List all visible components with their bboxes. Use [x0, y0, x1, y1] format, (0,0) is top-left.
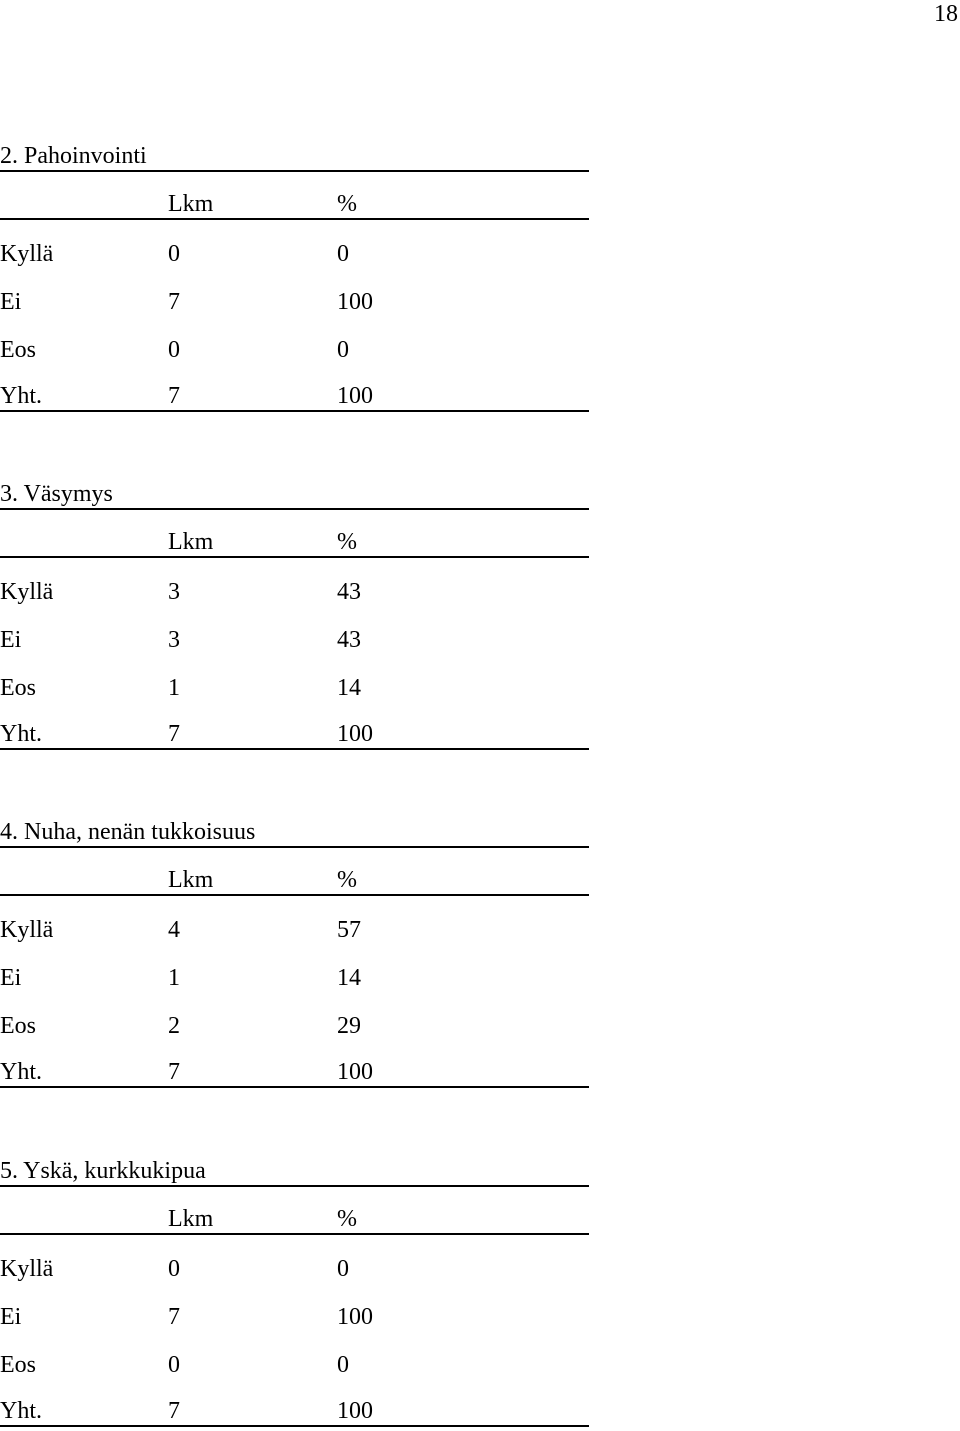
section-title: 5. Yskä, kurkkukipua — [0, 1158, 206, 1184]
row-count: 0 — [168, 337, 180, 363]
table-row — [0, 1283, 589, 1331]
row-percent: 43 — [337, 579, 361, 605]
table-row — [0, 558, 589, 606]
table-nuha — [0, 800, 589, 1088]
table-row — [0, 896, 589, 944]
total-percent: 100 — [337, 1398, 373, 1424]
total-count: 7 — [168, 721, 180, 747]
section-title-row — [0, 1139, 589, 1187]
table-row — [0, 606, 589, 654]
section-title: 2. Pahoinvointi — [0, 143, 147, 169]
total-label: Yht. — [0, 1059, 42, 1085]
row-percent: 29 — [337, 1013, 361, 1039]
total-percent: 100 — [337, 1059, 373, 1085]
row-label: Eos — [0, 1352, 36, 1378]
total-percent: 100 — [337, 721, 373, 747]
row-label: Kyllä — [0, 917, 54, 943]
row-percent: 0 — [337, 1352, 349, 1378]
table-vasymys — [0, 462, 589, 750]
total-percent: 100 — [337, 383, 373, 409]
column-header-count: Lkm — [168, 529, 214, 555]
column-header-percent: % — [337, 191, 357, 217]
section-title: 4. Nuha, nenän tukkoisuus — [0, 819, 256, 845]
row-label: Eos — [0, 1013, 36, 1039]
table-total-row — [0, 702, 589, 750]
column-header-percent: % — [337, 1206, 357, 1232]
row-count: 3 — [168, 627, 180, 653]
total-label: Yht. — [0, 383, 42, 409]
page-number: 18 — [934, 1, 958, 27]
row-count: 1 — [168, 675, 180, 701]
table-header-row — [0, 848, 589, 896]
total-count: 7 — [168, 1398, 180, 1424]
row-count: 2 — [168, 1013, 180, 1039]
row-count: 4 — [168, 917, 180, 943]
row-label: Ei — [0, 1304, 22, 1330]
row-percent: 0 — [337, 1256, 349, 1282]
table-row — [0, 316, 589, 364]
row-label: Ei — [0, 965, 22, 991]
row-label: Eos — [0, 675, 36, 701]
table-yska — [0, 1139, 589, 1427]
section-title: 3. Väsymys — [0, 481, 113, 507]
table-row — [0, 944, 589, 992]
table-row — [0, 1235, 589, 1283]
row-count: 0 — [168, 241, 180, 267]
section-title-row — [0, 124, 589, 172]
table-total-row — [0, 1379, 589, 1427]
column-header-percent: % — [337, 529, 357, 555]
row-label: Kyllä — [0, 241, 54, 267]
row-percent: 57 — [337, 917, 361, 943]
row-label: Eos — [0, 337, 36, 363]
row-percent: 14 — [337, 675, 361, 701]
table-header-row — [0, 510, 589, 558]
total-label: Yht. — [0, 721, 42, 747]
column-header-percent: % — [337, 867, 357, 893]
table-row — [0, 992, 589, 1040]
table-row — [0, 654, 589, 702]
row-label: Ei — [0, 627, 22, 653]
column-header-count: Lkm — [168, 191, 214, 217]
total-label: Yht. — [0, 1398, 42, 1424]
table-row — [0, 1331, 589, 1379]
table-row — [0, 268, 589, 316]
table-header-row — [0, 1187, 589, 1235]
row-count: 7 — [168, 289, 180, 315]
row-label: Ei — [0, 289, 22, 315]
section-title-row — [0, 800, 589, 848]
row-label: Kyllä — [0, 1256, 54, 1282]
total-count: 7 — [168, 383, 180, 409]
column-header-count: Lkm — [168, 1206, 214, 1232]
row-percent: 100 — [337, 289, 373, 315]
row-percent: 43 — [337, 627, 361, 653]
table-total-row — [0, 1040, 589, 1088]
row-percent: 0 — [337, 337, 349, 363]
total-count: 7 — [168, 1059, 180, 1085]
row-count: 0 — [168, 1256, 180, 1282]
table-header-row — [0, 172, 589, 220]
row-count: 1 — [168, 965, 180, 991]
section-title-row — [0, 462, 589, 510]
row-count: 0 — [168, 1352, 180, 1378]
table-total-row — [0, 364, 589, 412]
row-percent: 14 — [337, 965, 361, 991]
table-row — [0, 220, 589, 268]
row-percent: 0 — [337, 241, 349, 267]
row-label: Kyllä — [0, 579, 54, 605]
row-count: 3 — [168, 579, 180, 605]
table-pahoinvointi — [0, 124, 589, 412]
row-count: 7 — [168, 1304, 180, 1330]
row-percent: 100 — [337, 1304, 373, 1330]
column-header-count: Lkm — [168, 867, 214, 893]
